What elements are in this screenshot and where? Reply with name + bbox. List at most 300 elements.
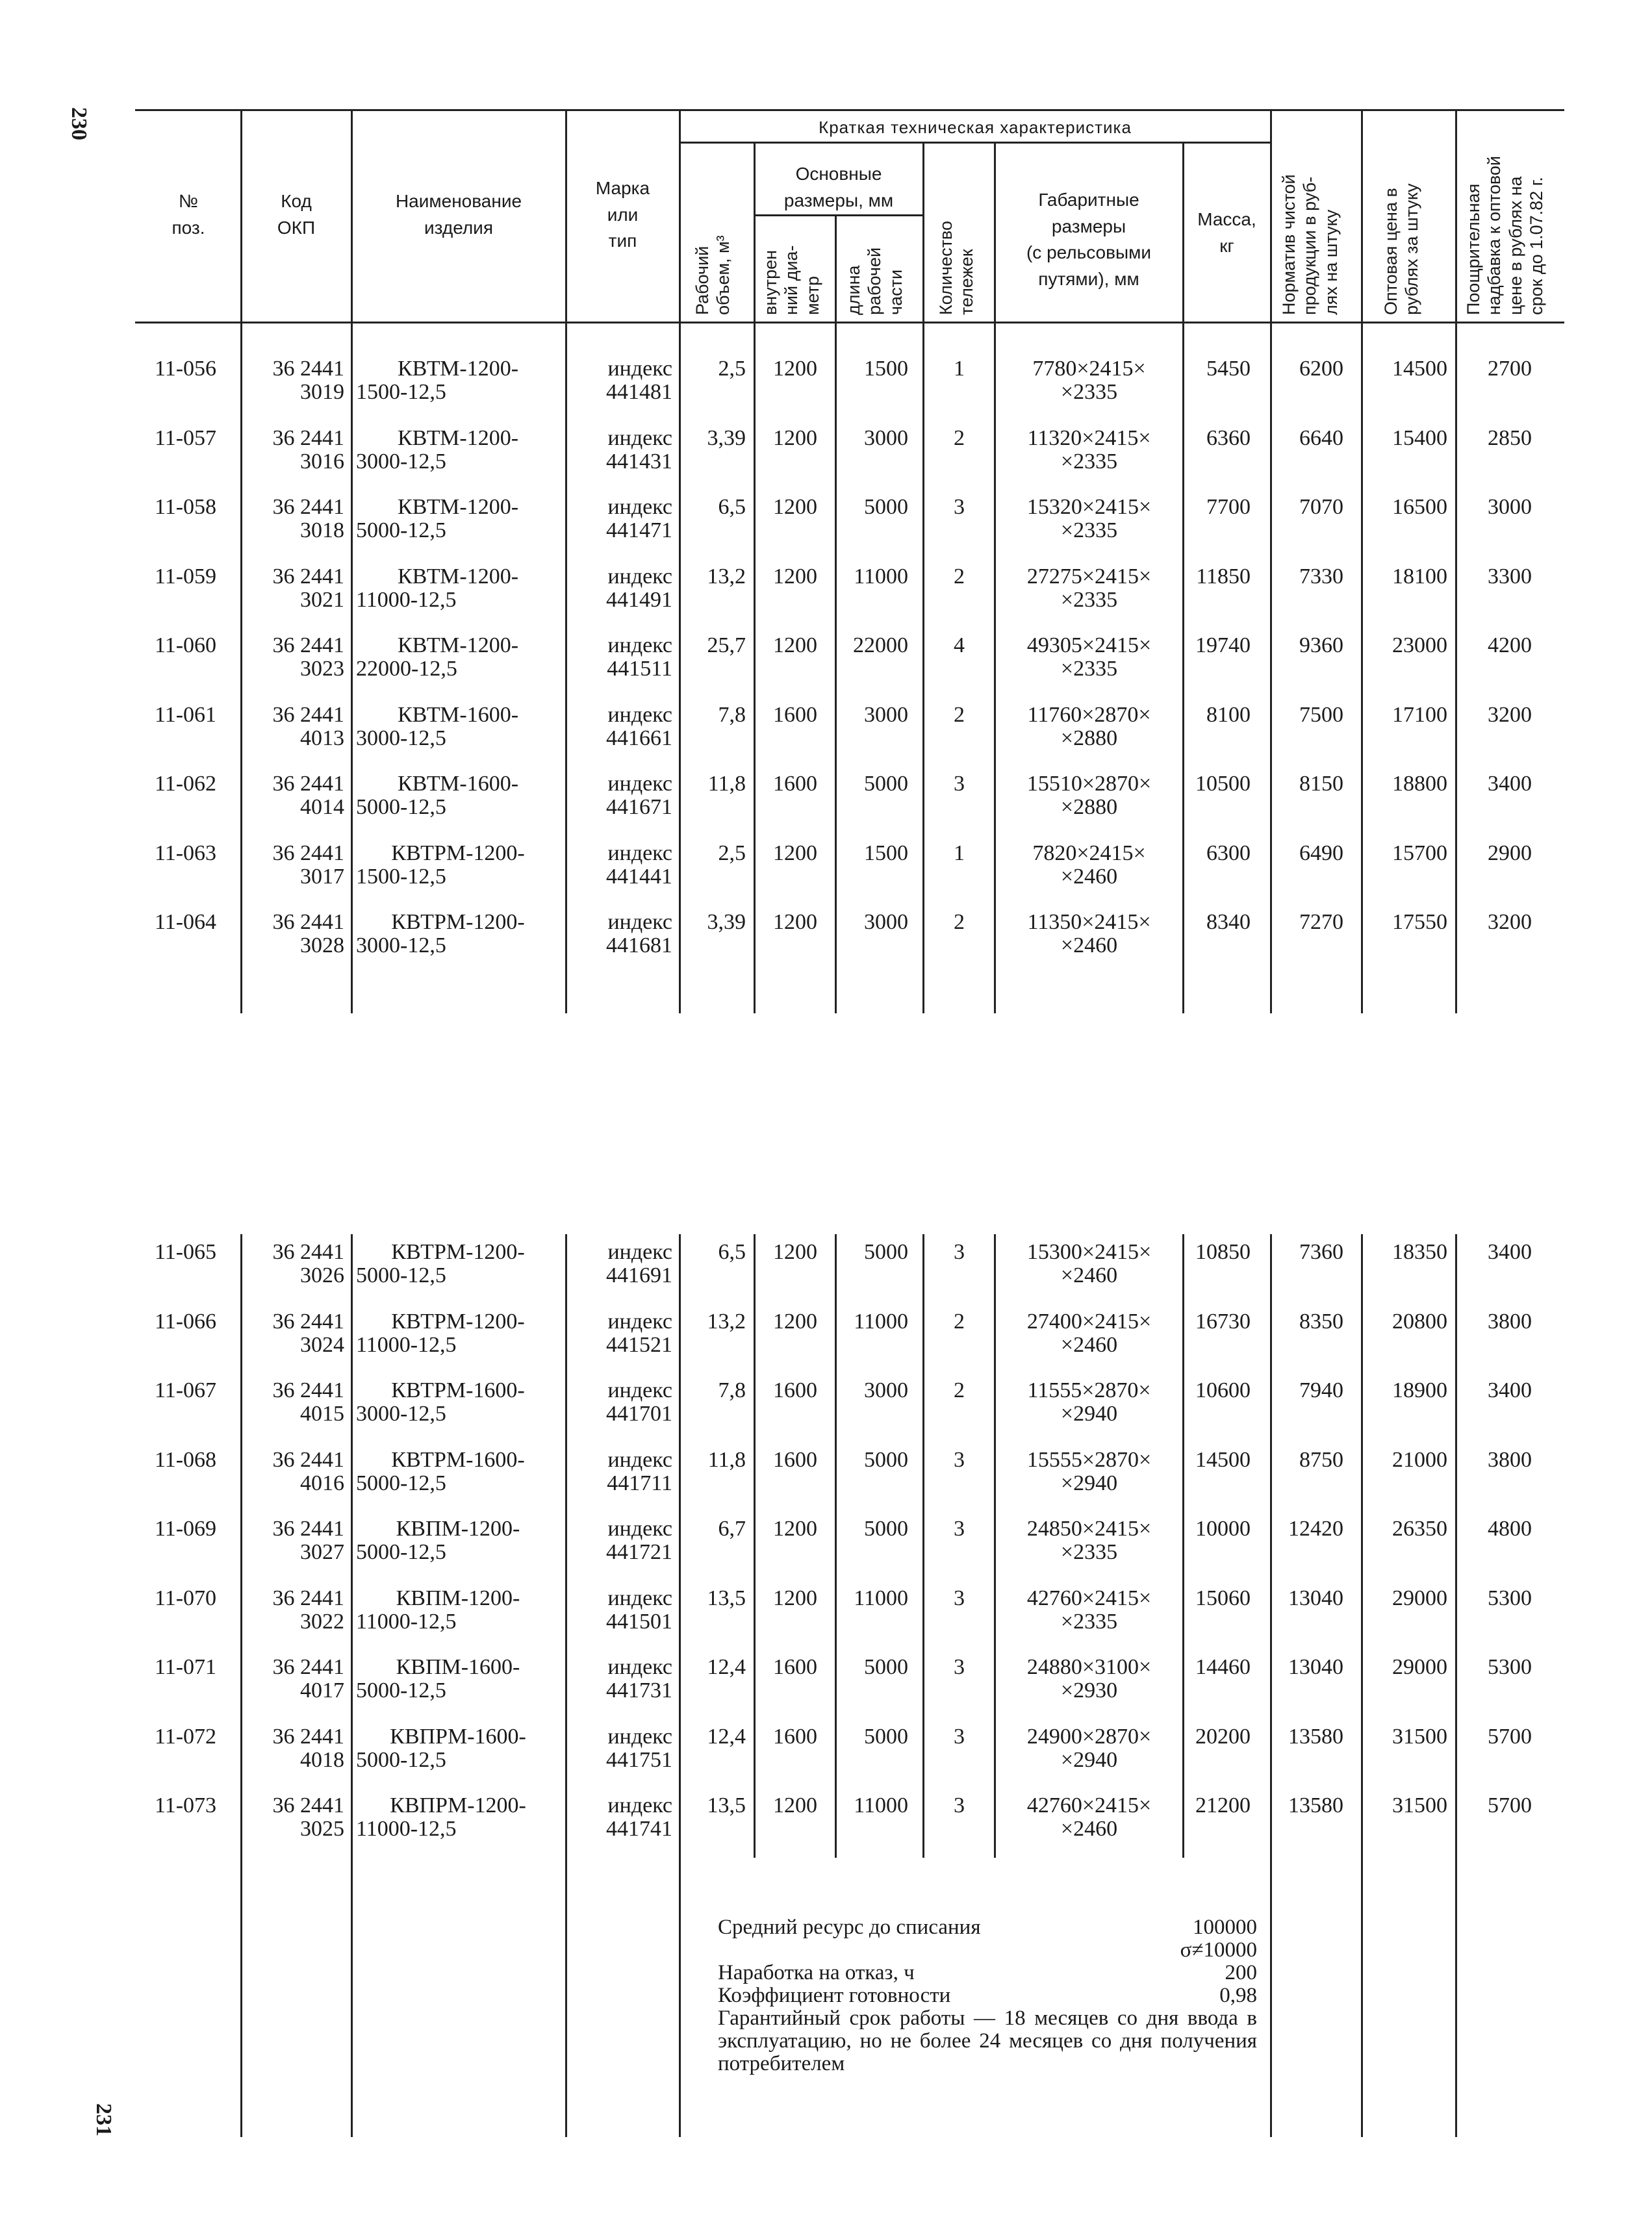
cell-carts: 2 <box>954 1378 965 1402</box>
cell-name2: 11000-12,5 <box>356 1817 457 1841</box>
cell-code1: 36 2441 <box>272 1309 344 1334</box>
cell-dims1: 15555×2870× <box>1026 1447 1152 1472</box>
header-bottom-rule <box>135 322 1564 323</box>
cell-code1: 36 2441 <box>272 702 344 727</box>
cell-carts: 3 <box>954 495 965 519</box>
header-name: Наименование изделия <box>395 191 522 238</box>
cell-brand2: 441751 <box>606 1747 672 1772</box>
table-row <box>0 1725 1652 1790</box>
cell-pos: 11-056 <box>155 357 217 381</box>
cell-code2: 3022 <box>300 1609 344 1634</box>
cell-pos: 11-072 <box>155 1724 217 1749</box>
cell-dims1: 42760×2415× <box>1026 1586 1152 1610</box>
cell-bonus: 2900 <box>1488 841 1532 865</box>
cell-volume: 7,8 <box>718 702 746 727</box>
cell-name1: КВТМ-1200- <box>397 633 519 657</box>
cell-dims2: ×2930 <box>1060 1678 1118 1703</box>
cell-brand1: индекс <box>607 495 672 519</box>
cell-carts: 2 <box>954 425 965 450</box>
cell-dims2: ×2335 <box>1060 449 1118 474</box>
cell-code1: 36 2441 <box>272 495 344 519</box>
cell-carts: 3 <box>954 1517 965 1541</box>
cell-name1: КВТРМ-1600- <box>391 1447 525 1472</box>
cell-brand2: 441481 <box>606 380 672 404</box>
cell-length: 3000 <box>864 1378 908 1402</box>
cell-length: 3000 <box>864 702 908 727</box>
cell-norm: 7270 <box>1299 910 1343 934</box>
cell-mass: 8100 <box>1206 702 1251 727</box>
table-row <box>0 703 1652 768</box>
cell-brand2: 441671 <box>606 795 672 819</box>
cell-code1: 36 2441 <box>272 772 344 796</box>
cell-bonus: 2850 <box>1488 425 1532 450</box>
cell-mass: 8340 <box>1206 910 1251 934</box>
cell-diam: 1200 <box>773 357 817 381</box>
cell-norm: 13580 <box>1288 1793 1343 1817</box>
cell-length: 1500 <box>864 357 908 381</box>
cell-pos: 11-071 <box>155 1655 217 1679</box>
cell-pos: 11-064 <box>155 910 217 934</box>
cell-mass: 6360 <box>1206 425 1251 450</box>
cell-name1: КВПМ-1200- <box>396 1517 520 1541</box>
cell-carts: 1 <box>954 841 965 865</box>
cell-carts: 2 <box>954 564 965 589</box>
cell-volume: 3,39 <box>707 425 746 450</box>
cell-carts: 2 <box>954 702 965 727</box>
cell-brand1: индекс <box>607 1517 672 1541</box>
cell-brand2: 441441 <box>606 864 672 889</box>
cell-brand1: индекс <box>607 772 672 796</box>
cell-name2: 3000-12,5 <box>356 726 446 750</box>
cell-code2: 4013 <box>300 726 344 750</box>
cell-brand2: 441521 <box>606 1332 672 1357</box>
cell-brand2: 441431 <box>606 449 672 474</box>
cell-dims1: 27400×2415× <box>1026 1309 1152 1334</box>
cell-length: 3000 <box>864 910 908 934</box>
cell-carts: 3 <box>954 1655 965 1679</box>
cell-carts: 4 <box>954 633 965 657</box>
cell-price: 17100 <box>1392 702 1447 727</box>
cell-name2: 11000-12,5 <box>356 1609 457 1634</box>
cell-diam: 1200 <box>773 841 817 865</box>
cell-volume: 12,4 <box>707 1655 746 1679</box>
cell-code2: 3024 <box>300 1332 344 1357</box>
cell-name1: КВПРМ-1200- <box>390 1793 526 1817</box>
cell-length: 3000 <box>864 425 908 450</box>
cell-volume: 11,8 <box>707 1447 746 1472</box>
cell-pos: 11-057 <box>155 425 217 450</box>
main-dims-underline <box>754 214 922 216</box>
cell-diam: 1200 <box>773 1586 817 1610</box>
cell-mass: 15060 <box>1195 1586 1251 1610</box>
header-wholesale: Оптовая цена в рублях за штуку <box>1381 183 1422 315</box>
cell-volume: 13,5 <box>707 1586 746 1610</box>
cell-dims1: 49305×2415× <box>1026 633 1152 657</box>
cell-dims2: ×2880 <box>1060 726 1118 750</box>
cell-price: 20800 <box>1392 1309 1447 1334</box>
cell-diam: 1600 <box>773 772 817 796</box>
cell-code2: 3023 <box>300 657 344 681</box>
cell-name2: 5000-12,5 <box>356 1678 446 1703</box>
table-row <box>0 496 1652 561</box>
cell-bonus: 5300 <box>1488 1655 1532 1679</box>
cell-volume: 2,5 <box>718 357 746 381</box>
cell-code1: 36 2441 <box>272 910 344 934</box>
cell-code1: 36 2441 <box>272 841 344 865</box>
cell-volume: 13,5 <box>707 1793 746 1817</box>
cell-pos: 11-067 <box>155 1378 217 1402</box>
cell-length: 5000 <box>864 1517 908 1541</box>
cell-length: 5000 <box>864 772 908 796</box>
cell-dims1: 7780×2415× <box>1032 357 1146 381</box>
cell-mass: 11850 <box>1196 564 1251 589</box>
cell-length: 5000 <box>864 1655 908 1679</box>
cell-length: 5000 <box>864 1724 908 1749</box>
cell-brand1: индекс <box>607 1309 672 1334</box>
cell-mass: 10000 <box>1195 1517 1251 1541</box>
cell-price: 23000 <box>1392 633 1447 657</box>
cell-brand1: индекс <box>607 1793 672 1817</box>
cell-bonus: 3400 <box>1488 772 1532 796</box>
cell-code2: 3017 <box>300 864 344 889</box>
cell-volume: 25,7 <box>707 633 746 657</box>
cell-code2: 3026 <box>300 1263 344 1287</box>
cell-norm: 13040 <box>1288 1586 1343 1610</box>
cell-carts: 3 <box>954 1240 965 1264</box>
cell-length: 5000 <box>864 1240 908 1264</box>
cell-name1: КВТМ-1200- <box>397 425 519 450</box>
cell-mass: 10600 <box>1195 1378 1251 1402</box>
cell-name2: 11000-12,5 <box>356 587 457 612</box>
cell-name1: КВПМ-1200- <box>396 1586 520 1610</box>
cell-pos: 11-063 <box>155 841 217 865</box>
cell-carts: 2 <box>954 1309 965 1334</box>
cell-length: 11000 <box>854 1793 908 1817</box>
cell-code1: 36 2441 <box>272 564 344 589</box>
cell-norm: 6200 <box>1299 357 1343 381</box>
cell-code1: 36 2441 <box>272 425 344 450</box>
cell-code2: 3021 <box>300 587 344 612</box>
cell-pos: 11-061 <box>155 702 217 727</box>
cell-mass: 16730 <box>1195 1309 1251 1334</box>
cell-code2: 3019 <box>300 380 344 404</box>
cell-volume: 13,2 <box>707 564 746 589</box>
cell-diam: 1200 <box>773 425 817 450</box>
cell-mass: 10500 <box>1195 772 1251 796</box>
cell-dims1: 11350×2415× <box>1027 910 1151 934</box>
cell-brand1: индекс <box>607 425 672 450</box>
cell-dims2: ×2940 <box>1060 1471 1118 1495</box>
cell-price: 26350 <box>1392 1517 1447 1541</box>
cell-norm: 6640 <box>1299 425 1343 450</box>
cell-brand1: индекс <box>607 1240 672 1264</box>
cell-diam: 1600 <box>773 1655 817 1679</box>
cell-dims1: 24880×3100× <box>1026 1655 1152 1679</box>
cell-dims2: ×2460 <box>1060 1263 1118 1287</box>
cell-diam: 1200 <box>773 910 817 934</box>
cell-diam: 1200 <box>773 1240 817 1264</box>
cell-dims1: 11760×2870× <box>1027 702 1151 727</box>
cell-code1: 36 2441 <box>272 1724 344 1749</box>
cell-name2: 5000-12,5 <box>356 1747 446 1772</box>
cell-dims1: 42760×2415× <box>1026 1793 1152 1817</box>
cell-dims2: ×2335 <box>1060 380 1118 404</box>
cell-dims2: ×2880 <box>1060 795 1118 819</box>
cell-dims2: ×2335 <box>1060 587 1118 612</box>
cell-length: 5000 <box>864 1447 908 1472</box>
cell-dims1: 15300×2415× <box>1026 1240 1152 1264</box>
page-number-left: 230 <box>67 107 91 140</box>
cell-brand2: 441741 <box>606 1817 672 1841</box>
cell-diam: 1200 <box>773 633 817 657</box>
footer-notes <box>718 1916 1257 2075</box>
cell-code1: 36 2441 <box>272 1517 344 1541</box>
cell-dims2: ×2460 <box>1060 1332 1118 1357</box>
footer-resource-sigma: σ≠10000 <box>1180 1938 1257 1962</box>
cell-mass: 10850 <box>1195 1240 1251 1264</box>
cell-pos: 11-059 <box>155 564 217 589</box>
cell-name1: КВТМ-1200- <box>397 495 519 519</box>
cell-brand1: индекс <box>607 841 672 865</box>
cell-dims2: ×2335 <box>1060 1540 1118 1564</box>
cell-dims1: 27275×2415× <box>1026 564 1152 589</box>
cell-dims2: ×2940 <box>1060 1747 1118 1772</box>
cell-code2: 3018 <box>300 518 344 542</box>
cell-name2: 5000-12,5 <box>356 1540 446 1564</box>
cell-volume: 12,4 <box>707 1724 746 1749</box>
cell-name1: КВТРМ-1600- <box>391 1378 525 1402</box>
cell-code1: 36 2441 <box>272 357 344 381</box>
cell-dims2: ×2335 <box>1060 657 1118 681</box>
cell-dims1: 7820×2415× <box>1032 841 1146 865</box>
table-row <box>0 842 1652 907</box>
cell-carts: 3 <box>954 772 965 796</box>
cell-brand1: индекс <box>607 357 672 381</box>
table-row <box>0 911 1652 976</box>
cell-volume: 13,2 <box>707 1309 746 1334</box>
cell-code1: 36 2441 <box>272 1240 344 1264</box>
cell-bonus: 3800 <box>1488 1447 1532 1472</box>
cell-brand1: индекс <box>607 702 672 727</box>
cell-price: 21000 <box>1392 1447 1447 1472</box>
cell-code2: 4015 <box>300 1402 344 1426</box>
cell-bonus: 2700 <box>1488 357 1532 381</box>
header-main-dims: Основные размеры, мм <box>783 164 894 210</box>
cell-norm: 12420 <box>1288 1517 1343 1541</box>
cell-dims2: ×2460 <box>1060 1817 1118 1841</box>
header-mass: Масса, кг <box>1197 209 1256 256</box>
cell-brand2: 441511 <box>607 657 672 681</box>
cell-bonus: 4200 <box>1488 633 1532 657</box>
cell-dims1: 11555×2870× <box>1027 1378 1151 1402</box>
cell-dims2: ×2335 <box>1060 1609 1118 1634</box>
cell-brand2: 441721 <box>606 1540 672 1564</box>
cell-name2: 3000-12,5 <box>356 1402 446 1426</box>
cell-dims1: 24850×2415× <box>1026 1517 1152 1541</box>
cell-length: 22000 <box>853 633 908 657</box>
cell-norm: 8750 <box>1299 1447 1343 1472</box>
cell-bonus: 3400 <box>1488 1240 1532 1264</box>
cell-name2: 5000-12,5 <box>356 1263 446 1287</box>
cell-code2: 3027 <box>300 1540 344 1564</box>
cell-pos: 11-060 <box>155 633 217 657</box>
cell-mass: 14500 <box>1195 1447 1251 1472</box>
cell-code1: 36 2441 <box>272 1447 344 1472</box>
cell-diam: 1200 <box>773 564 817 589</box>
cell-name2: 1500-12,5 <box>356 380 446 404</box>
cell-brand1: индекс <box>607 633 672 657</box>
cell-carts: 3 <box>954 1586 965 1610</box>
cell-brand2: 441471 <box>606 518 672 542</box>
cell-bonus: 3400 <box>1488 1378 1532 1402</box>
cell-norm: 7070 <box>1299 495 1343 519</box>
cell-bonus: 5700 <box>1488 1793 1532 1817</box>
cell-carts: 1 <box>954 357 965 381</box>
cell-brand2: 441501 <box>606 1609 672 1634</box>
header-brand: Марка или тип <box>595 178 650 251</box>
cell-volume: 6,7 <box>718 1517 746 1541</box>
cell-price: 15700 <box>1392 841 1447 865</box>
cell-bonus: 3300 <box>1488 564 1532 589</box>
cell-brand2: 441711 <box>607 1471 672 1495</box>
cell-code1: 36 2441 <box>272 1655 344 1679</box>
cell-price: 18800 <box>1392 772 1447 796</box>
cell-brand1: индекс <box>607 1655 672 1679</box>
cell-price: 15400 <box>1392 425 1447 450</box>
cell-brand1: индекс <box>607 1378 672 1402</box>
cell-volume: 6,5 <box>718 495 746 519</box>
cell-carts: 3 <box>954 1793 965 1817</box>
table-row <box>0 772 1652 837</box>
table-row <box>0 1241 1652 1306</box>
header-carts: Количество тележек <box>936 221 977 315</box>
cell-price: 29000 <box>1392 1586 1447 1610</box>
cell-dims1: 24900×2870× <box>1026 1724 1152 1749</box>
tech-group-underline <box>679 142 1270 144</box>
table-row <box>0 1794 1652 1859</box>
cell-name1: КВТМ-1200- <box>397 564 519 589</box>
cell-pos: 11-073 <box>155 1793 217 1817</box>
cell-diam: 1600 <box>773 1447 817 1472</box>
cell-brand2: 441701 <box>606 1402 672 1426</box>
cell-price: 18900 <box>1392 1378 1447 1402</box>
table-row <box>0 1517 1652 1582</box>
cell-length: 5000 <box>864 495 908 519</box>
footer-availability: Коэффициент готовности 0,98 <box>718 1984 1257 2007</box>
cell-pos: 11-068 <box>155 1447 217 1472</box>
cell-code1: 36 2441 <box>272 1586 344 1610</box>
cell-norm: 7500 <box>1299 702 1343 727</box>
cell-price: 16500 <box>1392 495 1447 519</box>
cell-dims1: 15320×2415× <box>1026 495 1152 519</box>
cell-name1: КВТМ-1600- <box>397 702 519 727</box>
cell-pos: 11-058 <box>155 495 217 519</box>
cell-length: 11000 <box>854 1586 908 1610</box>
cell-name1: КВТРМ-1200- <box>391 1240 525 1264</box>
cell-brand1: индекс <box>607 1586 672 1610</box>
cell-name2: 1500-12,5 <box>356 864 446 889</box>
cell-brand1: индекс <box>607 564 672 589</box>
cell-mass: 20200 <box>1195 1724 1251 1749</box>
cell-brand2: 441691 <box>606 1263 672 1287</box>
cell-norm: 13040 <box>1288 1655 1343 1679</box>
cell-brand1: индекс <box>607 1447 672 1472</box>
table-row <box>0 1310 1652 1375</box>
cell-price: 31500 <box>1392 1724 1447 1749</box>
cell-code2: 4014 <box>300 795 344 819</box>
cell-name1: КВПРМ-1600- <box>390 1724 526 1749</box>
cell-volume: 7,8 <box>718 1378 746 1402</box>
cell-brand1: индекс <box>607 910 672 934</box>
cell-diam: 1600 <box>773 1724 817 1749</box>
footer-resource: Средний ресурс до списания 100000 <box>718 1916 1257 1939</box>
cell-price: 18100 <box>1392 564 1447 589</box>
cell-name2: 11000-12,5 <box>356 1332 457 1357</box>
cell-bonus: 3000 <box>1488 495 1532 519</box>
cell-bonus: 3800 <box>1488 1309 1532 1334</box>
table-row <box>0 634 1652 699</box>
cell-price: 29000 <box>1392 1655 1447 1679</box>
cell-pos: 11-062 <box>155 772 217 796</box>
cell-name1: КВТРМ-1200- <box>391 1309 525 1334</box>
table-row <box>0 565 1652 630</box>
cell-brand2: 441681 <box>606 933 672 957</box>
cell-carts: 3 <box>954 1724 965 1749</box>
cell-norm: 8350 <box>1299 1309 1343 1334</box>
cell-code2: 4018 <box>300 1747 344 1772</box>
cell-brand1: индекс <box>607 1724 672 1749</box>
cell-volume: 3,39 <box>707 910 746 934</box>
cell-dims2: ×2940 <box>1060 1402 1118 1426</box>
cell-length: 11000 <box>854 564 908 589</box>
cell-dims2: ×2335 <box>1060 518 1118 542</box>
cell-diam: 1200 <box>773 495 817 519</box>
cell-pos: 11-069 <box>155 1517 217 1541</box>
table-row <box>0 427 1652 492</box>
cell-mass: 14460 <box>1195 1655 1251 1679</box>
cell-bonus: 3200 <box>1488 702 1532 727</box>
cell-name1: КВТРМ-1200- <box>391 841 525 865</box>
cell-diam: 1200 <box>773 1517 817 1541</box>
cell-norm: 9360 <box>1299 633 1343 657</box>
footer-warranty: Гарантийный срок работы — 18 месяцев со дня ввода в эксплуатацию, но не более 24 месяцев со дня получения потребителем <box>718 2006 1257 2075</box>
header-top-rule <box>135 109 1564 111</box>
cell-norm: 8150 <box>1299 772 1343 796</box>
cell-name2: 3000-12,5 <box>356 933 446 957</box>
cell-bonus: 5300 <box>1488 1586 1532 1610</box>
header-overall-dims: Габаритные размеры (с рельсовыми путями), мм <box>1026 190 1152 289</box>
cell-brand2: 441661 <box>606 726 672 750</box>
table-row <box>0 1656 1652 1721</box>
cell-length: 11000 <box>854 1309 908 1334</box>
table-row <box>0 1379 1652 1444</box>
cell-name2: 5000-12,5 <box>356 518 446 542</box>
cell-norm: 7330 <box>1299 564 1343 589</box>
cell-volume: 6,5 <box>718 1240 746 1264</box>
cell-dims2: ×2460 <box>1060 933 1118 957</box>
cell-code2: 4017 <box>300 1678 344 1703</box>
cell-carts: 3 <box>954 1447 965 1472</box>
header-bonus: Поощрительная надбавка к оптовой цене в рублях на срок до 1.07.82 г. <box>1464 156 1547 315</box>
cell-brand2: 441731 <box>606 1678 672 1703</box>
cell-name1: КВТМ-1200- <box>397 357 519 381</box>
cell-norm: 13580 <box>1288 1724 1343 1749</box>
header-inner-diam: внутрен ний диа- метр <box>761 245 822 315</box>
cell-volume: 2,5 <box>718 841 746 865</box>
header-work-length: длина рабочей части <box>844 247 906 315</box>
cell-norm: 7940 <box>1299 1378 1343 1402</box>
header-no: № поз. <box>172 191 205 238</box>
